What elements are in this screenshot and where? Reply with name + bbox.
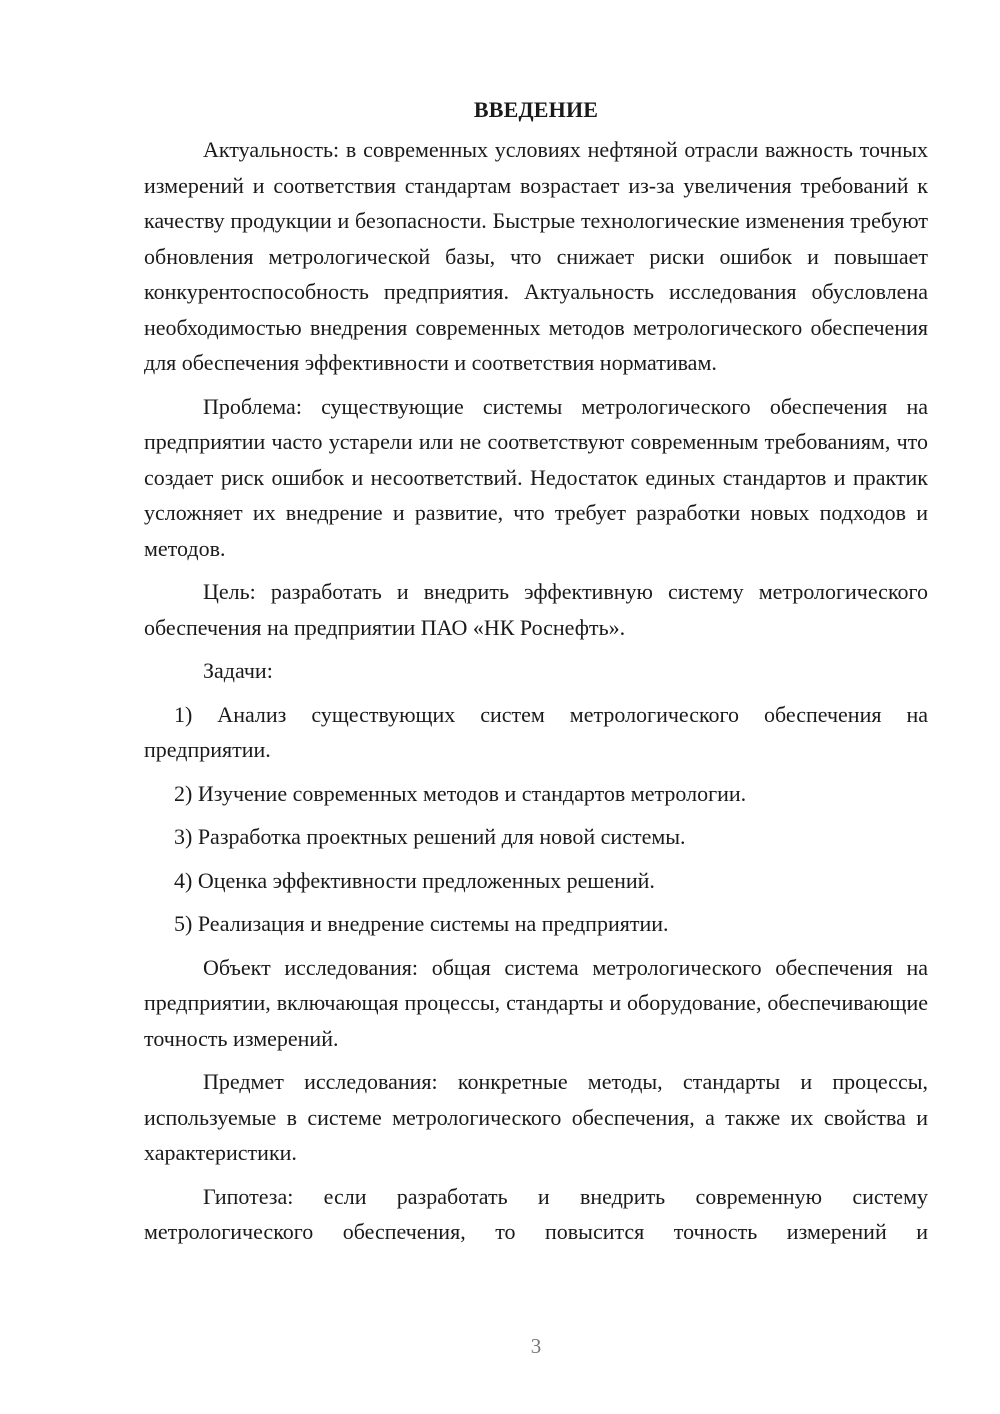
tasks-list bbox=[144, 697, 928, 942]
paragraph-subject: Предмет исследования: конкретные методы, стандарты и процессы, используемые в системе метрологического обеспечения, а также их свойства и характеристики. bbox=[144, 1069, 928, 1165]
paragraph-hypothesis: Гипотеза: если разработать и внедрить современную систему метрологического обеспечения, то повысится точность измерений и bbox=[144, 1183, 928, 1244]
task-item: 1) Анализ существующих систем метрологического обеспечения на предприятии. bbox=[144, 701, 928, 762]
section-title: ВВЕДЕНИЕ bbox=[473, 97, 599, 122]
paragraph-goal: Цель: разработать и внедрить эффективную систему метрологического обеспечения на предприятии ПАО «НК Роснефть». bbox=[144, 579, 928, 640]
task-item: 3) Разработка проектных решений для новой системы. bbox=[174, 824, 686, 849]
tasks-label: Задачи: bbox=[203, 658, 273, 683]
paragraph-problem: Проблема: существующие системы метрологического обеспечения на предприятии часто устарели или не соответствуют современным требованиям, что создает риск ошибок и несоответствий. Недостаток единых стандартов и практик усложняет их внедрение и развитие, что требует разработки новых подходов и методов. bbox=[144, 393, 928, 561]
document-page bbox=[144, 94, 928, 1258]
task-item: 5) Реализация и внедрение системы на предприятии. bbox=[174, 911, 669, 936]
page-number: 3 bbox=[530, 1334, 542, 1358]
paragraph-relevance: Актуальность: в современных условиях нефтяной отрасли важность точных измерений и соответствия стандартам возрастает из-за увеличения требований к качеству продукции и безопасности. Быстрые технологические изменения требуют обновления метрологической базы, что снижает риски ошибок и повышает конкурентоспособность предприятия. Актуальность исследования обусловлена необходимостью внедрения современных методов метрологического обеспечения для обеспечения эффективности и соответствия нормативам. bbox=[144, 137, 928, 375]
task-item: 4) Оценка эффективности предложенных решений. bbox=[174, 867, 655, 893]
task-item: 2) Изучение современных методов и стандартов метрологии. bbox=[174, 780, 747, 806]
paragraph-object: Объект исследования: общая система метрологического обеспечения на предприятии, включающая процессы, стандарты и оборудование, обеспечивающие точность измерений. bbox=[144, 954, 928, 1051]
